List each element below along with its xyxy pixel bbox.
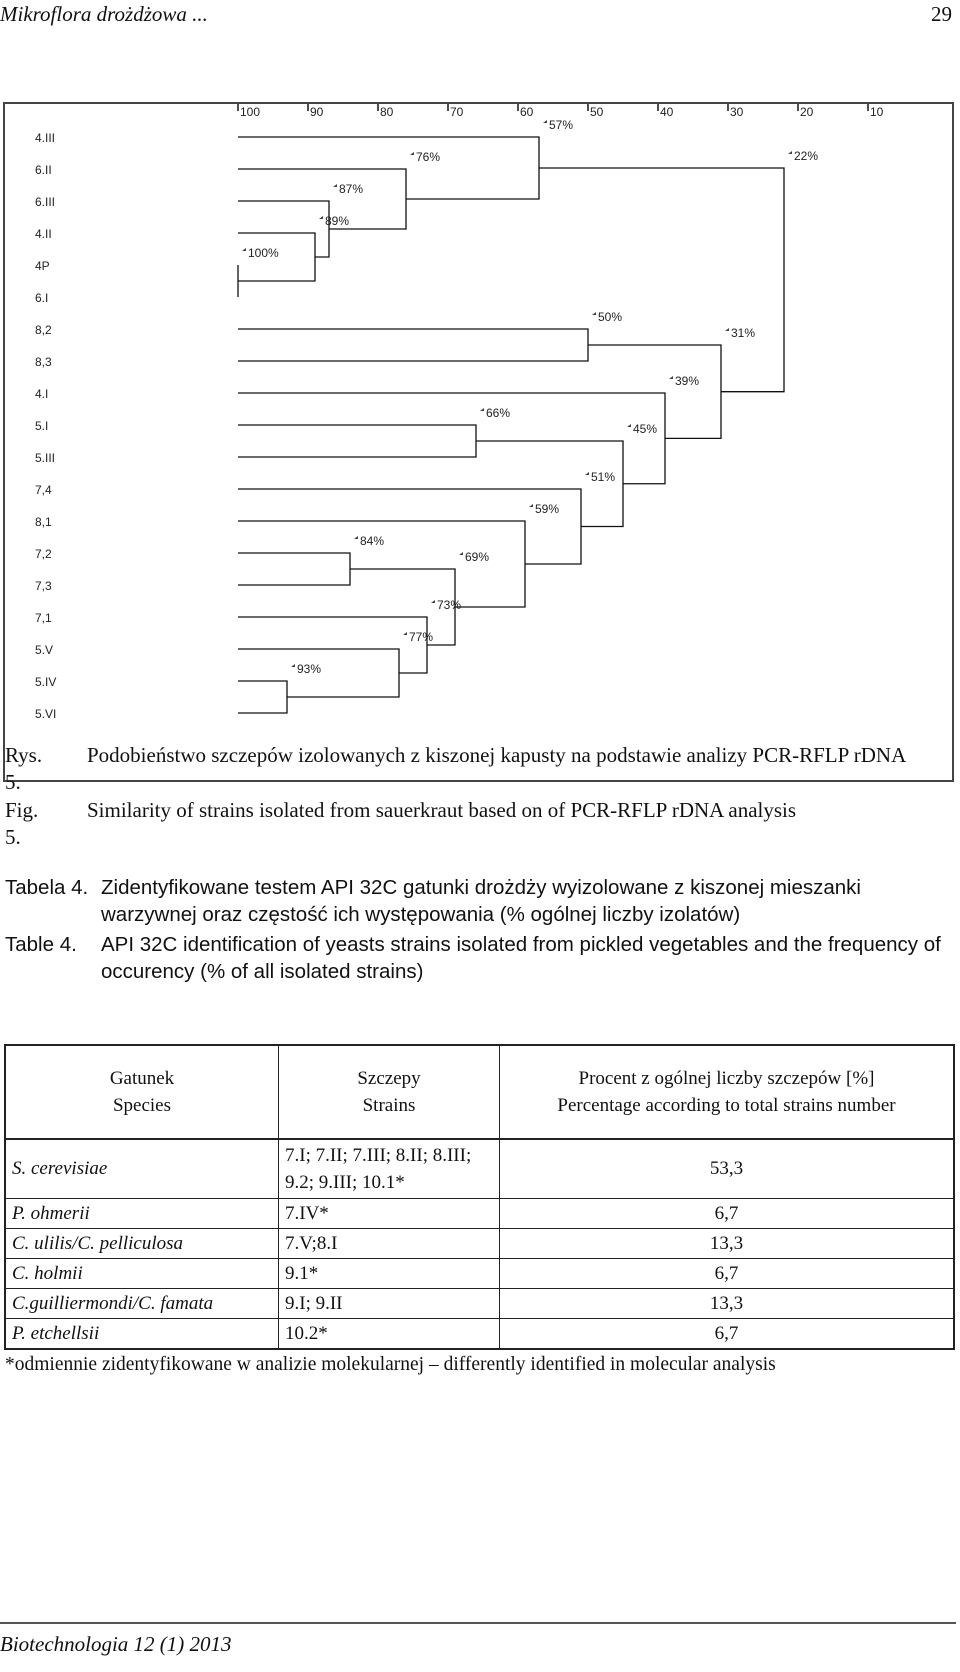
node-similarity-label: 87% [339,182,364,196]
table-row [5,1139,954,1199]
strains-cell: 7.V;8.I [279,1229,500,1259]
strain-label: 7,1 [35,611,52,625]
table-caption-pl-text: Zidentyfikowane testem API 32C gatunki drożdży wyizolowane z kiszonej mieszanki warzywnej oraz częstość ich występowania (% ogólnej liczby izolatów) [101,876,861,926]
strains-cell: 9.I; 9.II [279,1289,500,1319]
dendrogram-figure [3,102,954,782]
axis-tick-label: 70 [450,105,464,119]
node-marker [529,504,533,507]
axis-tick-label: 10 [870,105,884,119]
table-caption-en-text: API 32C identification of yeasts strains isolated from pickled vegetables and the frequency of occurency (% of all isolated strains) [101,933,941,983]
table-row [5,1199,954,1229]
header-species: Gatunek Species [5,1045,279,1139]
strain-label: 7,2 [35,547,52,561]
strain-label: 8,1 [35,515,52,529]
node-marker [410,152,414,155]
strain-label: 5.VI [35,707,57,721]
node-similarity-label: 69% [465,550,490,564]
node-marker [480,408,484,411]
node-marker [403,632,407,635]
table-caption-pl [5,874,861,926]
percent-cell: 13,3 [500,1229,955,1259]
node-similarity-label: 84% [360,534,385,548]
node-marker [354,536,358,539]
journal-footer: Biotechnologia 12 (1) 2013 [0,1632,232,1656]
axis-tick-label: 80 [380,105,394,119]
strain-label: 5.I [35,419,49,433]
header-percentage: Procent z ogólnej liczby szczepów [%] Percentage according to total strains number [500,1045,955,1139]
dendrogram-branch [238,137,539,199]
species-cell: P. etchellsii [5,1319,279,1350]
figure-caption-en-text: Similarity of strains isolated from sauerkraut based on of PCR-RFLP rDNA analysis [87,798,797,822]
table-row [5,1229,954,1259]
footer-divider [0,1622,956,1624]
dendrogram-branch [238,681,287,713]
strain-label: 6.I [35,291,49,305]
strains-cell: 7.I; 7.II; 7.III; 8.II; 8.III; 9.2; 9.III; 10.1* [279,1139,500,1199]
strains-cell: 7.IV* [279,1199,500,1229]
node-marker [669,376,673,379]
species-cell: C. holmii [5,1259,279,1289]
percent-cell: 6,7 [500,1199,955,1229]
strain-label: 5.V [35,643,54,657]
strain-label: 5.III [35,451,56,465]
node-marker [627,424,631,427]
figure-caption-en-label: Fig. 5. [5,798,39,849]
node-similarity-label: 31% [731,326,756,340]
node-marker [333,184,337,187]
figure-caption-pl-label: Rys. 5. [5,743,43,794]
table-row [5,1289,954,1319]
dendrogram-branch [238,425,476,457]
strain-label: 4P [35,259,50,273]
axis-tick-label: 100 [240,105,261,119]
strain-label: 5.IV [35,675,57,689]
page-number: 29 [931,2,952,26]
axis-tick-label: 50 [590,105,604,119]
species-cell: C. ulilis/C. pelliculosa [5,1229,279,1259]
percent-cell: 6,7 [500,1259,955,1289]
header-strains: Szczepy Strains [279,1045,500,1139]
table-caption-en [5,931,941,983]
node-similarity-label: 77% [409,630,434,644]
figure-caption-pl-text: Podobieństwo szczepów izolowanych z kiszonej kapusty na podstawie analizy PCR-RFLP rDNA [87,743,907,767]
dendrogram-branch [238,329,588,361]
axis-tick-label: 20 [800,105,814,119]
percent-cell: 13,3 [500,1289,955,1319]
strain-label: 4.I [35,387,49,401]
axis-tick-label: 30 [730,105,744,119]
node-marker [543,120,547,123]
node-similarity-label: 73% [437,598,462,612]
node-marker [459,552,463,555]
strains-cell: 9.1* [279,1259,500,1289]
node-marker [725,328,729,331]
strain-label: 6.III [35,195,56,209]
strain-label: 7,4 [35,483,52,497]
axis-tick-label: 40 [660,105,674,119]
page-header [0,0,960,40]
strain-label: 7,3 [35,579,52,593]
dendrogram-branch [238,553,350,585]
node-marker [592,312,596,315]
node-similarity-label: 59% [535,502,560,516]
strain-label: 4.II [35,227,52,241]
dendrogram-svg [5,104,952,780]
node-marker [319,216,323,219]
table-caption-pl-label: Tabela 4. [5,876,89,899]
table-row [5,1319,954,1350]
node-marker [585,472,589,475]
node-marker [431,600,435,603]
dendrogram-branch [238,169,406,229]
node-marker [291,664,295,667]
node-marker [242,248,246,251]
node-similarity-label: 51% [591,470,616,484]
species-table [4,1044,955,1350]
species-cell: C.guilliermondi/C. famata [5,1289,279,1319]
strain-label: 4.III [35,131,56,145]
table-header-row [5,1045,954,1139]
strain-label: 8,2 [35,323,52,337]
axis-tick-label: 60 [520,105,534,119]
dendrogram-branch [539,168,784,392]
running-title: Mikroflora drożdżowa ... [0,2,208,26]
species-cell: S. cerevisiae [5,1139,279,1199]
table-row [5,1259,954,1289]
strains-cell: 10.2* [279,1319,500,1350]
node-similarity-label: 22% [794,149,819,163]
strain-label: 6.II [35,163,52,177]
node-similarity-label: 57% [549,118,574,132]
node-similarity-label: 100% [248,246,279,260]
node-marker [788,151,792,154]
strain-label: 8,3 [35,355,52,369]
percent-cell: 53,3 [500,1139,955,1199]
axis-tick-label: 90 [310,105,324,119]
node-similarity-label: 66% [486,406,511,420]
node-similarity-label: 45% [633,422,658,436]
node-similarity-label: 76% [416,150,441,164]
node-similarity-label: 93% [297,662,322,676]
node-similarity-label: 39% [675,374,700,388]
species-cell: P. ohmerii [5,1199,279,1229]
node-similarity-label: 50% [598,310,623,324]
table-footnote: *odmiennie zidentyfikowane w analizie molekularnej – differently identified in molecular analysis [5,1354,776,1375]
percent-cell: 6,7 [500,1319,955,1350]
node-similarity-label: 89% [325,214,350,228]
table-caption-en-label: Table 4. [5,933,77,956]
